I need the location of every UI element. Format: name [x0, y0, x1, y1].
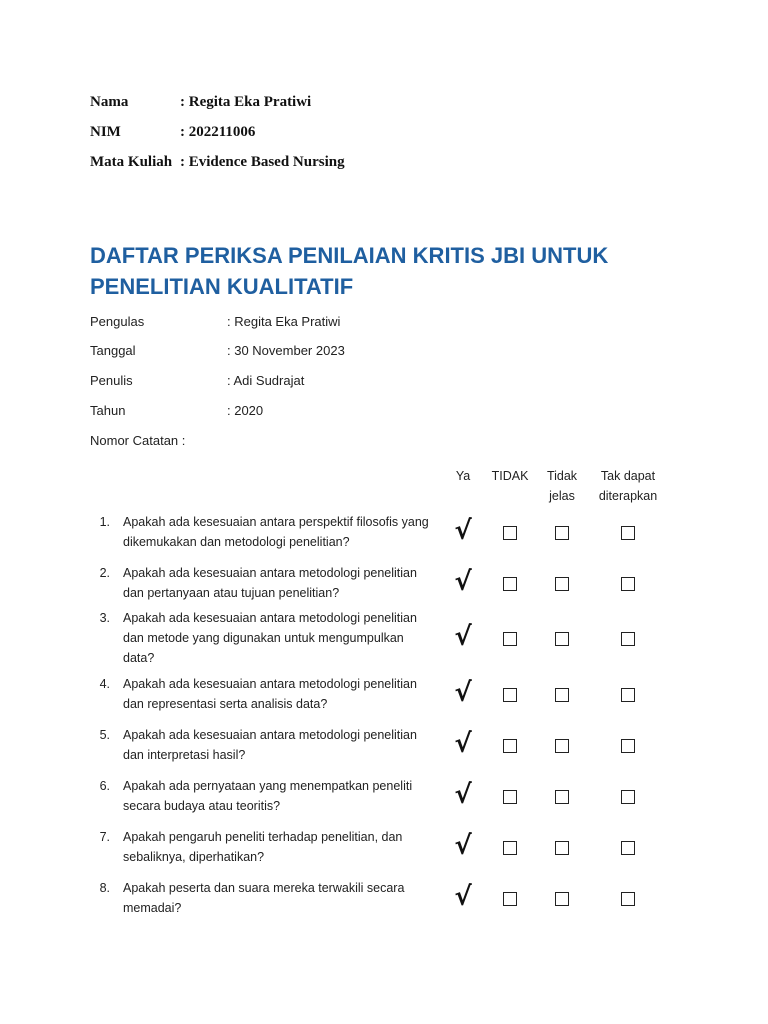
- checkbox-tidak[interactable]: [503, 841, 517, 855]
- checkbox-tak-dapat-diterapkan[interactable]: [621, 577, 635, 591]
- question-number: 2.: [99, 566, 110, 580]
- checkbox-tidak-jelas[interactable]: [555, 790, 569, 804]
- question-text-line: dikemukakan dan metodologi penelitian?: [123, 535, 350, 549]
- column-header-tidak-jelas-line-1: Tidak: [546, 469, 578, 483]
- nomor-catatan-label: Nomor Catatan :: [90, 433, 186, 448]
- mata-kuliah-value: : Evidence Based Nursing: [180, 154, 345, 170]
- question-text-line: data?: [123, 651, 155, 665]
- question-text-line: memadai?: [123, 901, 182, 915]
- question-text: [123, 725, 434, 765]
- tahun-value: : 2020: [227, 403, 264, 418]
- column-header-ya: Ya: [455, 469, 471, 483]
- document-title: [90, 240, 690, 302]
- checkbox-tidak[interactable]: [503, 632, 517, 646]
- column-header-tidak: TIDAK: [491, 469, 529, 483]
- checkbox-tak-dapat-diterapkan[interactable]: [621, 526, 635, 540]
- question-number: 8.: [99, 881, 110, 895]
- checkbox-tak-dapat-diterapkan[interactable]: [621, 739, 635, 753]
- question-text-line: Apakah ada kesesuaian antara metodologi penelitian: [123, 677, 417, 691]
- checkmark-ya[interactable]: √: [454, 831, 472, 861]
- question-text: [123, 878, 434, 918]
- checkmark-ya[interactable]: √: [454, 516, 472, 546]
- question-text: [123, 827, 434, 867]
- question-number: 1.: [99, 515, 110, 529]
- question-number: 7.: [99, 830, 110, 844]
- checkmark-ya[interactable]: √: [454, 780, 472, 810]
- question-text: [123, 674, 434, 714]
- mata-kuliah-label: Mata Kuliah: [90, 154, 173, 170]
- checkmark-ya[interactable]: √: [454, 622, 472, 652]
- title-line-2: PENELITIAN KUALITATIF: [90, 274, 354, 299]
- checkbox-tak-dapat-diterapkan[interactable]: [621, 688, 635, 702]
- checkmark-ya[interactable]: √: [454, 678, 472, 708]
- question-text-line: dan interpretasi hasil?: [123, 748, 246, 762]
- pengulas-value: : Regita Eka Pratiwi: [227, 314, 341, 329]
- column-header-tidak-jelas-line-2: jelas: [549, 489, 575, 503]
- tanggal-value: : 30 November 2023: [227, 343, 345, 358]
- question-text-line: Apakah peserta dan suara mereka terwakili secara: [123, 881, 405, 895]
- checkbox-tidak[interactable]: [503, 688, 517, 702]
- question-text-line: Apakah ada kesesuaian antara metodologi penelitian: [123, 728, 417, 742]
- title-line-1: DAFTAR PERIKSA PENILAIAN KRITIS JBI UNTUK: [90, 243, 609, 268]
- checkbox-tidak[interactable]: [503, 526, 517, 540]
- checkbox-tidak-jelas[interactable]: [555, 739, 569, 753]
- column-header-tak-dapat-line-2: diterapkan: [598, 489, 658, 503]
- question-number: 3.: [99, 611, 110, 625]
- nama-value: : Regita Eka Pratiwi: [180, 94, 312, 110]
- checkbox-tak-dapat-diterapkan[interactable]: [621, 790, 635, 804]
- checkbox-tidak-jelas[interactable]: [555, 632, 569, 646]
- question-text-line: dan pertanyaan atau tujuan penelitian?: [123, 586, 340, 600]
- question-text-line: Apakah ada kesesuaian antara metodologi penelitian: [123, 611, 417, 625]
- question-text-line: dan representasi serta analisis data?: [123, 697, 328, 711]
- question-text-line: dan metode yang digunakan untuk mengumpulkan: [123, 631, 404, 645]
- checkbox-tidak[interactable]: [503, 577, 517, 591]
- question-text: [123, 608, 434, 668]
- question-text-line: Apakah ada kesesuaian antara perspektif filosofis yang: [123, 515, 429, 529]
- checkbox-tak-dapat-diterapkan[interactable]: [621, 632, 635, 646]
- checkbox-tak-dapat-diterapkan[interactable]: [621, 841, 635, 855]
- question-text-line: Apakah pengaruh peneliti terhadap penelitian, dan: [123, 830, 403, 844]
- checkbox-tidak-jelas[interactable]: [555, 841, 569, 855]
- question-text-line: secara budaya atau teoritis?: [123, 799, 281, 813]
- penulis-label: Penulis: [90, 373, 133, 388]
- column-header-tak-dapat-line-1: Tak dapat: [600, 469, 656, 483]
- checkbox-tidak[interactable]: [503, 790, 517, 804]
- checkbox-tidak[interactable]: [503, 739, 517, 753]
- question-number: 6.: [99, 779, 110, 793]
- column-header-tak-dapat-diterapkan: [583, 466, 673, 506]
- pengulas-label: Pengulas: [90, 314, 145, 329]
- question-text-line: sebaliknya, diperhatikan?: [123, 850, 265, 864]
- nim-label: NIM: [90, 124, 121, 140]
- checkbox-tidak-jelas[interactable]: [555, 577, 569, 591]
- checkmark-ya[interactable]: √: [454, 567, 472, 597]
- question-number: 5.: [99, 728, 110, 742]
- question-number: 4.: [99, 677, 110, 691]
- penulis-value: : Adi Sudrajat: [227, 373, 305, 388]
- question-text: [123, 776, 434, 816]
- checkbox-tidak-jelas[interactable]: [555, 892, 569, 906]
- tahun-label: Tahun: [90, 403, 126, 418]
- checkbox-tidak-jelas[interactable]: [555, 526, 569, 540]
- question-text: [123, 512, 434, 552]
- question-text-line: Apakah ada kesesuaian antara metodologi penelitian: [123, 566, 417, 580]
- checkmark-ya[interactable]: √: [454, 882, 472, 912]
- question-text: [123, 563, 434, 603]
- nama-label: Nama: [90, 94, 129, 110]
- checkbox-tidak[interactable]: [503, 892, 517, 906]
- checkbox-tidak-jelas[interactable]: [555, 688, 569, 702]
- question-text-line: Apakah ada pernyataan yang menempatkan peneliti: [123, 779, 413, 793]
- nim-value: : 202211006: [180, 124, 256, 140]
- checkbox-tak-dapat-diterapkan[interactable]: [621, 892, 635, 906]
- checkmark-ya[interactable]: √: [454, 729, 472, 759]
- tanggal-label: Tanggal: [90, 343, 136, 358]
